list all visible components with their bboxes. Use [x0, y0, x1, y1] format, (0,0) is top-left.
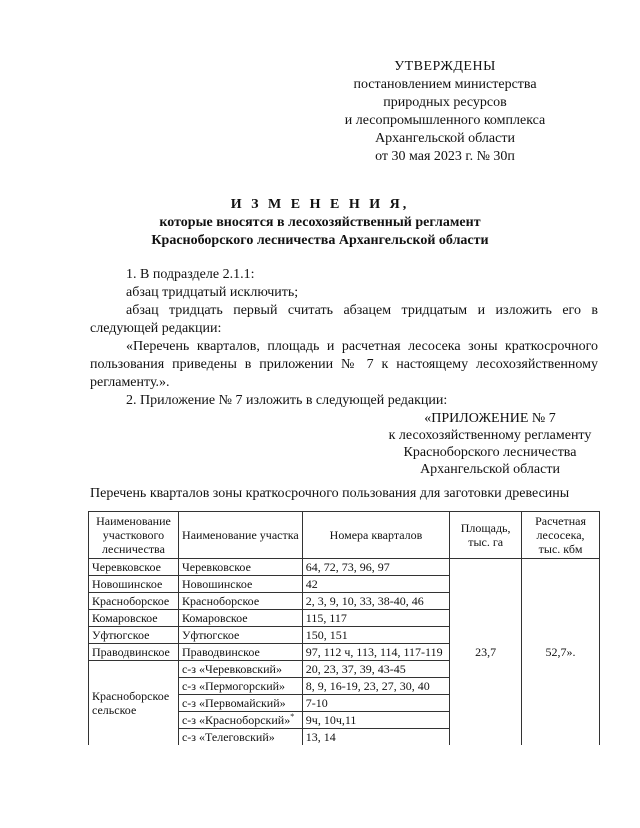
cell-forestry: Комаровское	[89, 610, 179, 627]
table-caption: Перечень кварталов зоны краткосрочного пользования для заготовки древесины	[90, 486, 570, 501]
paragraph: 1. В подразделе 2.1.1:	[126, 267, 255, 282]
cell-cut-total: 52,7».	[522, 559, 600, 746]
paragraph: «Перечень кварталов, площадь и расчетная лесосека зоны краткосрочного пользования приведены в приложении № 7 к настоящему лесохозяйственному регламенту.».	[90, 339, 598, 390]
cell-site: Комаровское	[178, 610, 302, 627]
cell-site	[178, 712, 302, 729]
cell-quarters: 8, 9, 16-19, 23, 27, 30, 40	[302, 678, 449, 695]
cell-forestry: Черевковское	[89, 559, 179, 576]
paragraph: 2. Приложение № 7 изложить в следующей редакции:	[126, 393, 448, 408]
approval-stamp	[330, 58, 560, 166]
cell-quarters: 13, 14	[302, 729, 449, 746]
approval-line: УТВЕРЖДЕНЫ	[394, 59, 496, 74]
appendix-header	[355, 410, 625, 478]
site-name: с-з «Красноборский»	[181, 713, 291, 727]
cell-quarters: 9ч, 10ч,11	[302, 712, 449, 729]
cell-site: Черевковское	[178, 559, 302, 576]
document-title	[80, 196, 560, 250]
cell-site: с-з «Первомайский»	[178, 695, 302, 712]
paragraph: абзац тридцать первый считать абзацем тридцатым и изложить его в следующей редакции:	[90, 303, 598, 336]
footnote-mark: *	[290, 712, 295, 721]
approval-line: и лесопромышленного комплекса	[344, 113, 546, 128]
approval-line: от 30 мая 2023 г. № 30п	[375, 149, 515, 164]
cell-site: с-з «Телеговский»	[178, 729, 302, 746]
cell-quarters: 42	[302, 576, 449, 593]
appendix-line: к лесохозяйственному регламенту	[388, 428, 592, 443]
appendix-line: Красноборского лесничества	[403, 445, 577, 460]
cell-quarters: 2, 3, 9, 10, 33, 38-40, 46	[302, 593, 449, 610]
cell-group-forestry: Красноборское сельское	[89, 661, 179, 746]
table-header-row	[89, 512, 600, 559]
header-forestry: Наименование участкового лесничества	[89, 512, 179, 559]
cell-site: Уфтюгское	[178, 627, 302, 644]
appendix-line: Архангельской области	[420, 462, 560, 477]
cell-quarters: 64, 72, 73, 96, 97	[302, 559, 449, 576]
approval-line: Архангельской области	[375, 131, 515, 146]
header-area: Площадь, тыс. га	[450, 512, 522, 559]
cell-site: Новошинское	[178, 576, 302, 593]
cell-forestry: Праводвинское	[89, 644, 179, 661]
table-row	[89, 559, 600, 576]
cell-area-total: 23,7	[450, 559, 522, 746]
cell-forestry: Новошинское	[89, 576, 179, 593]
cell-site: Красноборское	[178, 593, 302, 610]
cell-quarters: 150, 151	[302, 627, 449, 644]
cell-quarters: 97, 112 ч, 113, 114, 117-119	[302, 644, 449, 661]
title-line: которые вносятся в лесохозяйственный регламент	[159, 215, 481, 230]
cell-quarters: 20, 23, 37, 39, 43-45	[302, 661, 449, 678]
title-heading: И З М Е Н Е Н И Я,	[230, 197, 410, 212]
appendix-line: «ПРИЛОЖЕНИЕ № 7	[424, 411, 556, 426]
header-cut: Расчетная лесосека, тыс. кбм	[522, 512, 600, 559]
cell-site: с-з «Черевковский»	[178, 661, 302, 678]
approval-line: постановлением министерства	[353, 77, 537, 92]
quarters-table	[88, 511, 600, 745]
cell-quarters: 115, 117	[302, 610, 449, 627]
cell-forestry: Красноборское	[89, 593, 179, 610]
cell-site: с-з «Пермогорский»	[178, 678, 302, 695]
header-site: Наименование участка	[178, 512, 302, 559]
cell-site: Праводвинское	[178, 644, 302, 661]
cell-quarters: 7-10	[302, 695, 449, 712]
cell-forestry: Уфтюгское	[89, 627, 179, 644]
header-quarters: Номера кварталов	[302, 512, 449, 559]
title-line: Красноборского лесничества Архангельской области	[151, 233, 489, 248]
approval-line: природных ресурсов	[383, 95, 507, 110]
paragraph: абзац тридцатый исключить;	[126, 285, 299, 300]
